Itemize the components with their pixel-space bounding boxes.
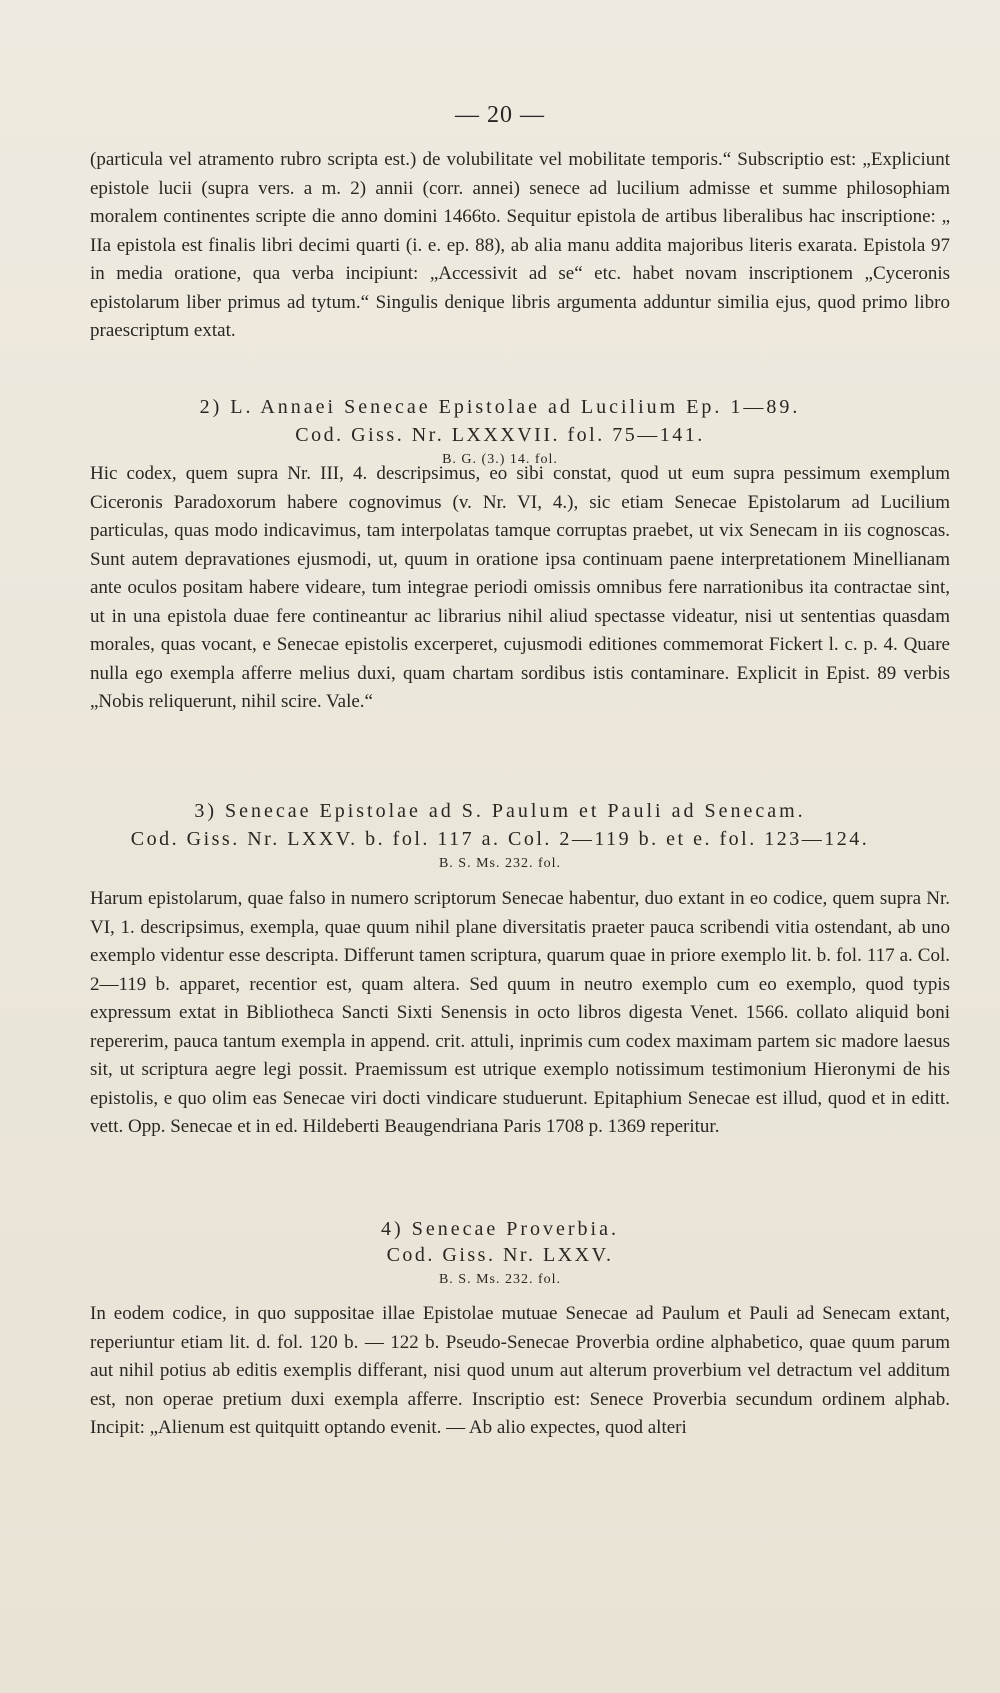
codex-reference-3: Cod. Giss. Nr. LXXV. b. fol. 117 a. Col. 2—119 b. et e. fol. 123—124. — [130, 828, 870, 850]
paragraph-section-3: Harum epistolarum, quae falso in numero scriptorum Senecae habentur, duo extant in eo codice, quem supra Nr. VI, 1. descripsimus, exempla, quae quum nihil plane diversitatis praeter pauca scribendi vitia ostendant, ab uno exemplo videntur esse descripta. Differunt tamen scriptura, quarum quae in priore exemplo lit. b. fol. 117 a. Col. 2—119 b. apparet, recentior est, quam altera. Sed quum in neutro exemplo cum eo exemplo, quod typis expressum extat in Bibliotheca Sancti Sixti Senensis in octo libros digesta Venet. 1566. collato aliquid boni repererim, pauca tantum exempla in append. crit. attuli, inprimis cum codex maximam partem sic madore laesus sit, ut scriptura aegre legi possit. Praemissum est utrique exemplo notissimum testimonium Hieronymi de his epistolis, e quo olim eas Senecae viri docti vindicare studuerunt. Epitaphium Senecae est illud, quod et in editt. vett. Opp. Senecae et in ed. Hildeberti Beaugendriana Paris 1708 p. 1369 reperitur. — [90, 888, 950, 1137]
section-heading-2: 2) L. Annaei Senecae Epistolae ad Lucilium Ep. 1—89. — [199, 396, 801, 418]
shelfmark-2: B. G. (3.) 14. fol. — [442, 452, 558, 467]
paragraph-continuation: (particula vel atramento rubro scripta est.) de volubilitate vel mobilitate temporis.“ Subscriptio est: „Expliciunt epistole lucii (supra vers. a m. 2) annii (corr. annei) senece ad lucilium admisse et summe philosophiam moralem continentes scripte die anno domini 1466to. Sequitur epistola de artibus liberalibus hac inscriptione: „ IIa epistola est finalis libri decimi quarti (i. e. ep. 88), ab alia manu addita majoribus literis exarata. Epistola 97 in media oratione, qua verba incipiunt: „Accessivit ad se“ etc. habet novam inscriptionem „Cyceronis epistolarum liber primus ad tytum.“ Singulis denique libris argumenta adduntur similia ejus, quod primo libro praescriptum extat. — [90, 149, 950, 341]
shelfmark-3: B. S. Ms. 232. fol. — [438, 856, 562, 871]
paragraph-section-2: Hic codex, quem supra Nr. III, 4. descripsimus, eo sibi constat, quod ut eum supra pessimum exemplum Ciceronis Paradoxorum habere cognovimus (v. Nr. VI, 4.), sic etiam Senecae Epistolarum ad Lucilium particulas, quas modo indicavimus, tam interpolatas tamque corruptas praebet, ut vix Senecam in iis cognoscas. Sunt autem depravationes ejusmodi, ut, quum in oratione ipsa continuam paene interpretationem Minellianam ante oculos positam habere videare, tum integrae periodi omissis omnibus fere narrationibus ita contractae sint, ut in una epistola duae fere contineantur ac librarius nihil aliud spectasse videatur, nisi ut sententias quasdam morales, quas vocant, e Senecae epistolis excerperet, cujusmodi editiones commemorat Fickert l. c. p. 4. Quare nulla ego exempla afferre melius duxi, quam chartam sordibus istis contaminare. Explicit in Epist. 89 verbis „Nobis reliquerunt, nihil scire. Vale.“ — [90, 463, 950, 712]
paragraph-section-4: In eodem codice, in quo suppositae illae Epistolae mutuae Senecae ad Paulum et Pauli ad Senecam extant, reperiuntur etiam lit. d. fol. 120 b. — 122 b. Pseudo-Senecae Proverbia ordine alphabetico, quae quum parum aut nihil potius ab editis exemplis differant, nisi quod unum aut alterum proverbium vel detractum vel additum est, non operae pretium duxi exempla afferre. Inscriptio est: Senece Proverbia secundum ordinem alphab. Incipit: „Alienum est quitquitt optando evenit. — Ab alio expectes, quod alteri — [90, 1303, 950, 1438]
codex-reference-2: Cod. Giss. Nr. LXXXVII. fol. 75—141. — [295, 424, 705, 446]
codex-reference-4: Cod. Giss. Nr. LXXV. — [386, 1244, 614, 1266]
shelfmark-4: B. S. Ms. 232. fol. — [438, 1272, 562, 1287]
page-number: — 20 — — [455, 102, 545, 128]
section-heading-3: 3) Senecae Epistolae ad S. Paulum et Pauli ad Senecam. — [194, 800, 806, 822]
section-heading-4: 4) Senecae Proverbia. — [381, 1218, 619, 1240]
